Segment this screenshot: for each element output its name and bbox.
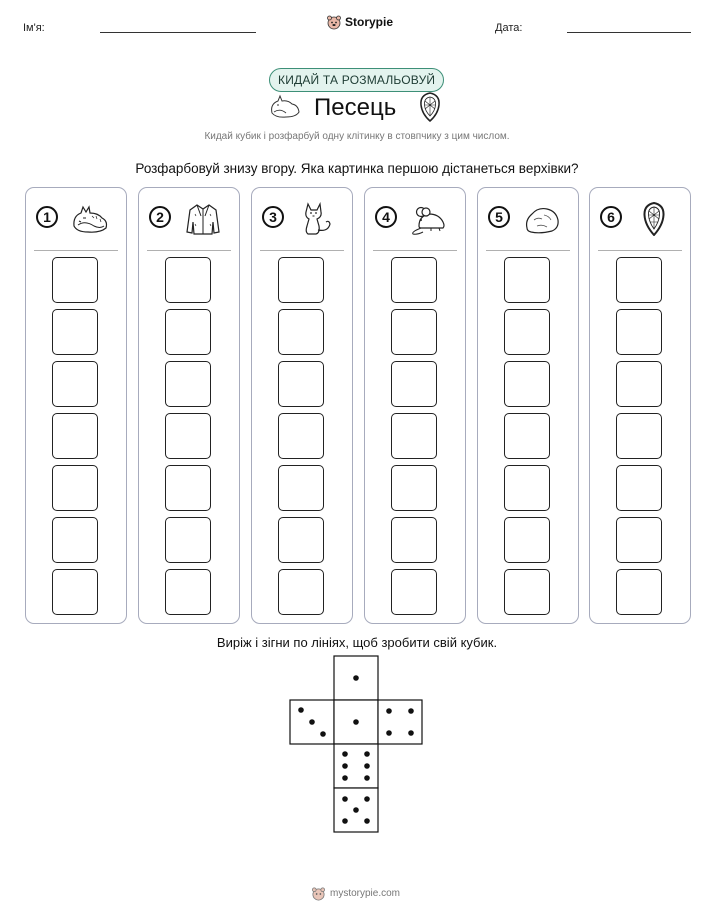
color-cell[interactable] (278, 361, 324, 407)
color-cell[interactable] (391, 309, 437, 355)
column-divider (34, 250, 118, 251)
name-line[interactable] (100, 32, 256, 33)
color-cell[interactable] (504, 465, 550, 511)
fur-coat-icon (183, 202, 223, 236)
column-2 (138, 187, 240, 624)
mouse-icon (409, 202, 449, 236)
color-cell[interactable] (165, 517, 211, 563)
color-cell[interactable] (504, 517, 550, 563)
snowshoe-icon (634, 202, 674, 236)
color-cell[interactable] (52, 517, 98, 563)
color-cell[interactable] (165, 361, 211, 407)
cube-instruction: Виріж і зігни по лініях, щоб зробити свій кубик. (216, 635, 498, 650)
color-cell[interactable] (616, 257, 662, 303)
column-divider (147, 250, 231, 251)
color-cell[interactable] (391, 569, 437, 615)
column-divider (373, 250, 457, 251)
color-cell[interactable] (616, 465, 662, 511)
footer-url[interactable]: mystorypie.com (330, 888, 401, 899)
storypie-mascot-icon (311, 886, 326, 901)
column-divider (598, 250, 682, 251)
color-cell[interactable] (278, 569, 324, 615)
logo (326, 14, 393, 30)
sleeping-fox-title-icon (268, 93, 302, 121)
date-label: Дата: (495, 22, 523, 34)
column-number: 1 (36, 206, 58, 228)
color-cell[interactable] (391, 517, 437, 563)
color-cell[interactable] (52, 361, 98, 407)
footer (311, 886, 400, 901)
rock-icon (522, 202, 562, 236)
name-label: Ім'я: (23, 22, 45, 34)
column-6 (589, 187, 691, 624)
column-5 (477, 187, 579, 624)
column-divider (260, 250, 344, 251)
color-cell[interactable] (165, 413, 211, 459)
date-line[interactable] (567, 32, 691, 33)
column-number: 3 (262, 206, 284, 228)
dice-net[interactable] (289, 655, 425, 837)
color-cell[interactable] (52, 465, 98, 511)
color-cell[interactable] (52, 309, 98, 355)
sitting-arctic-fox-icon (296, 202, 336, 236)
color-cell[interactable] (504, 569, 550, 615)
color-cell[interactable] (616, 517, 662, 563)
die-face-4 (378, 700, 422, 744)
color-cell[interactable] (165, 257, 211, 303)
color-cell[interactable] (391, 361, 437, 407)
logo-text: Storypie (345, 15, 394, 29)
color-cell[interactable] (504, 361, 550, 407)
color-cell[interactable] (278, 413, 324, 459)
column-divider (486, 250, 570, 251)
activity-badge: КИДАЙ ТА РОЗМАЛЬОВУЙ (269, 68, 444, 92)
color-cell[interactable] (616, 361, 662, 407)
color-cell[interactable] (278, 309, 324, 355)
color-cell[interactable] (391, 465, 437, 511)
instruction-text: Розфарбовуй знизу вгору. Яка картинка першою дістанеться верхівки? (135, 161, 579, 176)
snowshoe-title-icon (418, 91, 442, 123)
color-cell[interactable] (52, 257, 98, 303)
column-number: 5 (488, 206, 510, 228)
color-cell[interactable] (391, 257, 437, 303)
color-cell[interactable] (278, 465, 324, 511)
color-cell[interactable] (165, 309, 211, 355)
column-1 (25, 187, 127, 624)
column-number: 4 (375, 206, 397, 228)
column-number: 6 (600, 206, 622, 228)
color-cell[interactable] (278, 257, 324, 303)
color-cell[interactable] (616, 413, 662, 459)
sleeping-arctic-fox-icon (70, 202, 110, 236)
color-cell[interactable] (616, 309, 662, 355)
color-cell[interactable] (504, 309, 550, 355)
color-cell[interactable] (504, 413, 550, 459)
page-title: Песець (314, 94, 397, 121)
color-cell[interactable] (52, 569, 98, 615)
color-cell[interactable] (391, 413, 437, 459)
color-cell[interactable] (52, 413, 98, 459)
page-subtitle: Кидай кубик і розфарбуй одну клітинку в стовпчику з цим числом. (204, 131, 510, 142)
column-4 (364, 187, 466, 624)
color-cell[interactable] (504, 257, 550, 303)
color-cell[interactable] (165, 465, 211, 511)
color-cell[interactable] (278, 517, 324, 563)
column-3 (251, 187, 353, 624)
color-cell[interactable] (165, 569, 211, 615)
storypie-mascot-icon (326, 14, 342, 30)
column-number: 2 (149, 206, 171, 228)
die-face-6 (334, 744, 378, 788)
color-cell[interactable] (616, 569, 662, 615)
